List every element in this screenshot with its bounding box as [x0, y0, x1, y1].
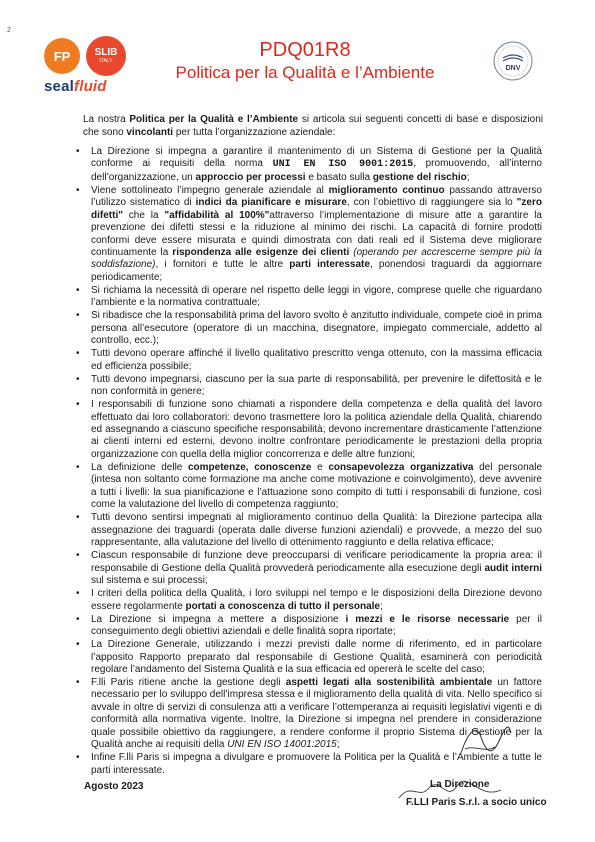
- fp-logo: [44, 38, 80, 74]
- sealfluid-wordmark: [44, 78, 107, 95]
- fp-logo-text: FP: [53, 48, 71, 64]
- wordmark-main: seal: [44, 78, 74, 95]
- list-item: • I responsabili di funzione sono chiamati a rispondere della competenza e della qualità del lavoro effettuato dai loro collaboratori: devono trasmettere loro la politica aziendale della Qualità, chiarendo ed assegnando a ciascuno specifiche responsabilità; devono incrementare drasticamente l’attenzione ai clienti interni ed esterni, devono inoltre confrontare periodicamente le prestazioni della propria organizzazione con quella della miglior concorrenza e delle altre funzioni;: [82, 399, 542, 461]
- dnv-logo-text: DNV: [505, 65, 521, 72]
- document-code: PDQ01R8: [259, 39, 351, 61]
- document-title: Politica per la Qualità e l’Ambiente: [175, 63, 435, 82]
- corner-mark: 2: [7, 27, 11, 34]
- policy-list: [82, 146, 542, 778]
- list-item: • Infine F.lli Paris si impegna a divulgare e promuovere la Politica per la Qualità e l’Ambiente a tutte le parti interessate.: [82, 752, 542, 777]
- list-item: • Ciascun responsabile di funzione deve preoccuparsi di verificare periodicamente la propria area: il responsabile di Gestione della Qualità provvederà periodicamente alla esecuzione degli audit interni sul sistema e sui processi;: [82, 550, 542, 587]
- list-item: • Si ribadisce che la responsabilità prima del lavoro svolto è anzitutto individuale, compete cioè in prima persona all’esecutore (operatore di un macchina, disegnatore, impiegato commerciale, addetto al controllo, ecc.);: [82, 310, 542, 347]
- signature-scribble: [455, 719, 515, 761]
- list-item: • Viene sottolineato l’impegno generale aziendale al miglioramento continuo passando attraverso l’utilizzo sistematico di indici da pianificare e misurare, con l’obiettivo di raggiungere sia lo "zero difetti" che la "affidabilità al 100%"attraverso l’implementazione di misure atte a garantire la prevenzione dei difetti stessi e la riduzione al minimo dei rischi. La capacità di fornire prodotti conformi deve essere misurata e quindi dimostrata con dati reali ed il Sistema deve migliorare continuamente la rispondenza alle esigenze dei clienti (operando per accrescerne sempre più la soddisfazione), i fornitori e tutte le altre parti interessate, ponendosi traguardi da aggiornare periodicamente;: [82, 185, 542, 284]
- list-item: • La Direzione si impegna a garantire il mantenimento di un Sistema di Gestione per la Qualità conforme ai requisiti della norma UNI EN ISO 9001:2015, promuovendo, all’interno dell’organizzazione, un approccio per processi e basato sulla gestione del rischio;: [82, 146, 542, 184]
- list-item: • La definizione delle competenze, conoscenze e consapevolezza organizzativa del personale (intesa non soltanto come formazione ma anche come motivazione e coinvolgimento), deve avvenire a tutti i livelli: la sua pianificazione e l’attuazione sono compito di tutti i responsabili di funzione, così come la valutazione del livello di competenza raggiunto;: [82, 462, 542, 512]
- document-header: [140, 38, 470, 84]
- list-item: • Tutti devono impegnarsi, ciascuno per la sua parte di responsabilità, per prevenire le difettosità e le non conformità in genere;: [82, 374, 542, 399]
- document-date: Agosto 2023: [84, 781, 144, 792]
- list-item: • F.lli Paris ritiene anche la gestione degli aspetti legati alla sostenibilità ambientale un fattore necessario per lo sviluppo dell’impresa stessa e il miglioramento della qualità di vita. Nello specifico si avvale in oltre di servizi di consulenza atti a verificare l’ottemperanza ai requisiti legislativi vigenti e di conformità alla normativa vigente. Inoltre, la Direzione si impegna nel prendere in considerazione quale possibile obiettivo da raggiungere, a rendere conforme il proprio Sistema di Gestione per la Qualità anche ai requisiti della UNI EN ISO 14001:2015;: [82, 677, 542, 751]
- company-logo: [36, 30, 146, 96]
- list-item: • La Direzione si impegna a mettere a disposizione i mezzi e le risorse necessarie per il conseguimento degli obiettivi aziendali e delle finalità sopra riportate;: [82, 614, 542, 639]
- slib-logo-subtext: ITALY: [99, 57, 113, 64]
- wordmark-sub: fluid: [74, 78, 107, 95]
- company-stamp: F.LLI Paris S.r.l. a socio unico: [406, 797, 547, 808]
- list-item: • I criteri della politica della Qualità, i loro sviluppi nel tempo e le disposizioni della Direzione devono essere regolarmente portati a conoscenza di tutto il personale;: [82, 588, 542, 613]
- dnv-certification-logo: [492, 40, 534, 82]
- list-item: • La Direzione Generale, utilizzando i mezzi previsti dalle norme di riferimento, ed in particolare l’apposito Rapporto preparato dal responsabile di Gestione Qualità, esaminerà con periodicità regolare l’andamento del Sistema Qualità e la sua efficacia ed opererà le scelte del caso;: [82, 639, 542, 676]
- intro-paragraph: La nostra Politica per la Qualità e l’Ambiente si articola sui seguenti concetti di base e disposizioni che sono vincolanti per tutta l’organizzazione aziendale:: [83, 114, 543, 138]
- list-item: • Tutti devono sentirsi impegnati al miglioramento continuo della Qualità: la Direzione partecipa alla assegnazione dei traguardi (operata dalle diverse funzioni aziendali) e provvede, a mezzo del suo rappresentante, alla valutazione del livello di ottenimento raggiunto e della relativa efficace;: [82, 512, 542, 549]
- list-item: • Si richiama la necessità di operare nel rispetto delle leggi in vigore, comprese quelle che riguardano l’ambiente e la normativa contrattuale;: [82, 285, 542, 310]
- list-item: • Tutti devono operare affinché il livello qualitativo prescritto venga ottenuto, con la massima efficacia ed efficienza possibile;: [82, 348, 542, 373]
- slib-logo: [86, 36, 126, 76]
- signatory-label: La Direzione: [430, 779, 490, 790]
- slib-logo-text: SLIB: [94, 46, 118, 58]
